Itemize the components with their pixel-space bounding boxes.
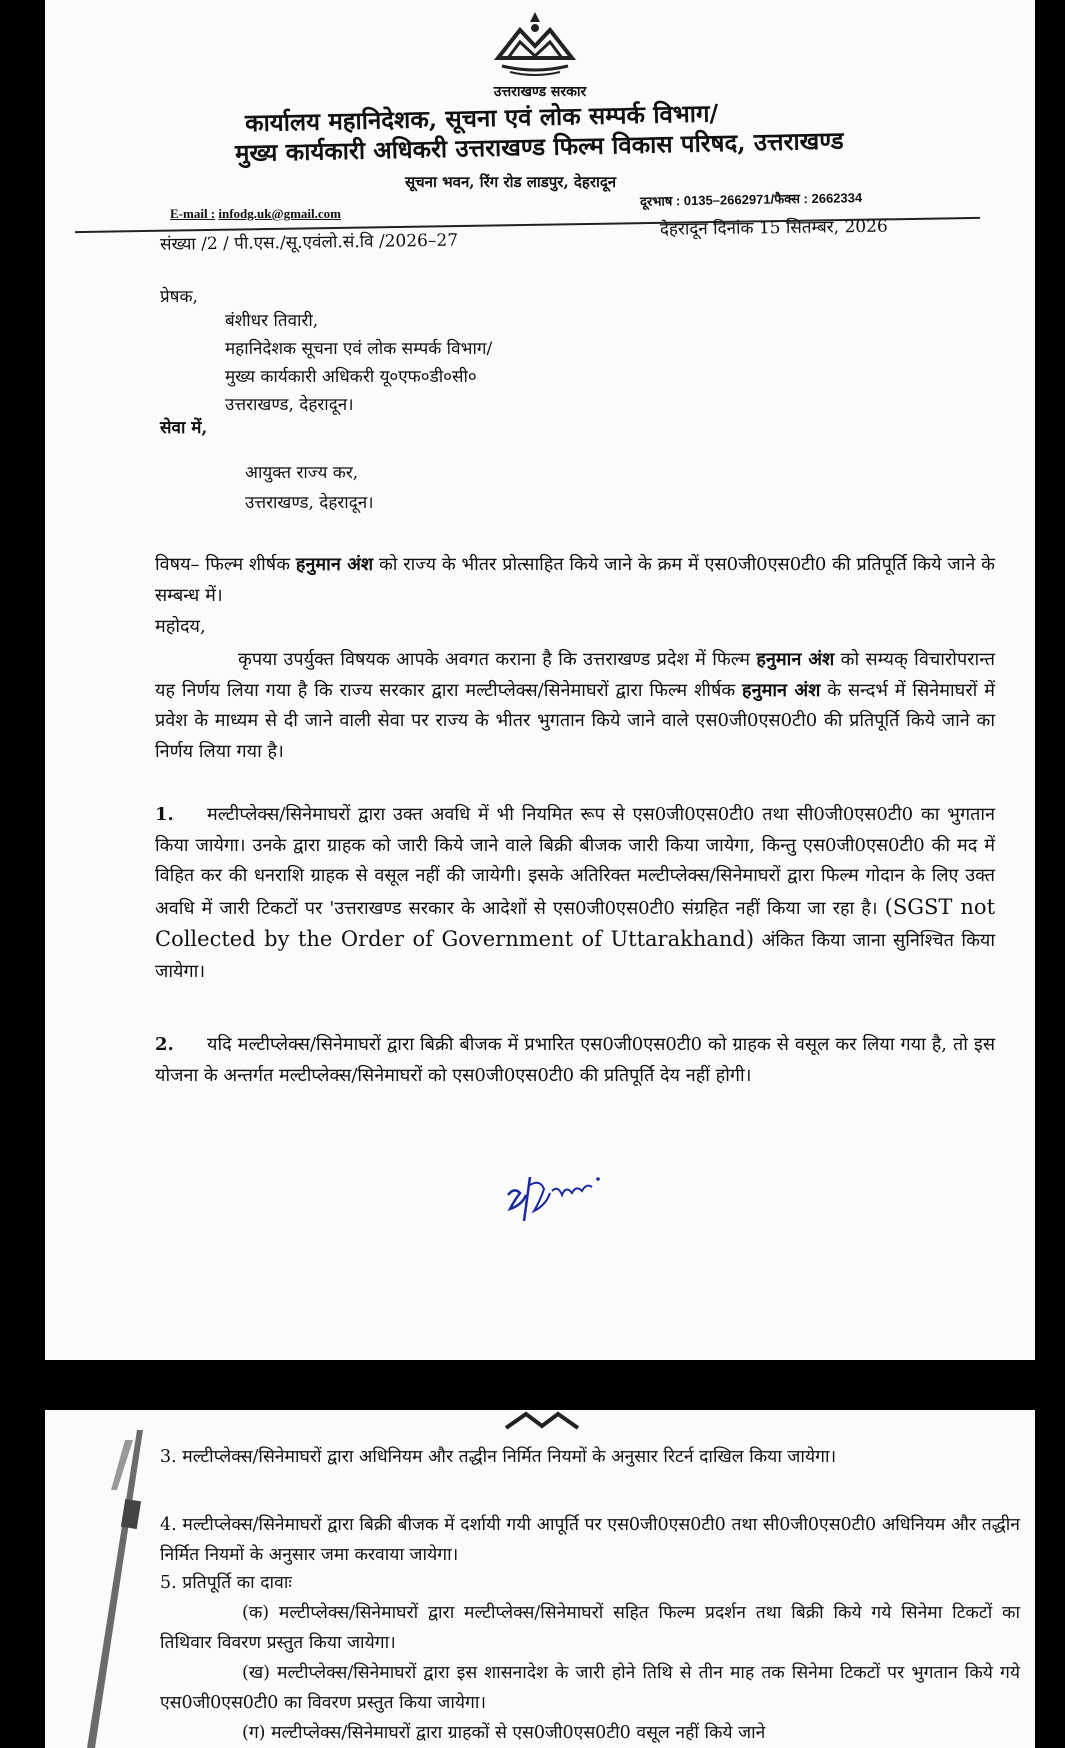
sender-designation-1: महानिदेशक सूचना एवं लोक सम्पर्क विभाग/ [225,339,493,359]
point-1-number: 1. [155,804,174,825]
point-5: 5. प्रतिपूर्ति का दावाः [160,1573,292,1593]
point-1 [155,800,995,987]
intro-paragraph [155,645,995,767]
recipient-block [245,458,374,518]
letter-date: देहरादून दिनांक 15 सितम्बर, 2026 [659,216,888,240]
reference-number: संख्या /2 / पी.एस./सू.एवंलो.सं.वि /2026–27 [159,230,459,255]
reference-line [159,216,990,255]
point-2-number: 2. [155,1034,174,1055]
office-title-line2: मुख्य कार्यकारी अधिकरी उत्तराखण्ड फिल्म विकास परिषद, उत्तराखण्ड [234,125,844,168]
email-line [170,206,341,222]
email-address: infodg.uk@gmail.com [218,206,341,221]
letter-page-1 [45,0,1035,1360]
point-1-text-end: अंकित किया जाना सुनिश्चित किया जायेगा। [155,930,995,982]
salutation: महोदय, [155,616,206,637]
subject-text-1: विषय– फिल्म शीर्षक [155,554,296,575]
sender-label: प्रेषक, [160,287,198,307]
phone-fax: दूरभाष : 0135–2662971/फैक्स : 2662334 [639,190,863,209]
uttarakhand-emblem-icon [490,8,580,78]
government-name: उत्तराखण्ड सरकार [493,84,587,100]
point-1-text: मल्टीप्लेक्स/सिनेमाघरों द्वारा उक्त अवधि में भी नियमित रूप से एस0जी0एस0टी0 तथा सी0जी0एस0टी0 का भुगतान किया जायेगा। उनके द्वारा ग्राहक को जारी किये जाने वाले बिक्री बीजक जारी किया जायेगा, किन्तु एस0जी0एस0टी0 की मद में विहित कर की धनराशि ग्राहक से वसूल नहीं की जायेगी। इसके अतिरिक्त मल्टीप्लेक्स/सिनेमाघरों द्वारा फिल्म गोदान के लिए उक्त अवधि में जारी टिकटों पर 'उत्तराखण्ड सरकार के आदेशों से एस0जी0एस0टी0 संग्रहित नहीं किया जा रहा है। [155,804,995,919]
point-5-ka: (क) मल्टीप्लेक्स/सिनेमाघरों द्वारा मल्टीप्लेक्स/सिनेमाघरों सहित फिल्म प्रदर्शन तथा बिक्री किये गये सिनेमा टिकटों का तिथिवार विवरण प्रस्तुत किया जायेगा। [160,1603,1020,1653]
point-2-text: यदि मल्टीप्लेक्स/सिनेमाघरों द्वारा बिक्री बीजक में प्रभारित एस0जी0एस0टी0 को ग्राहक से वसूल कर लिया गया है, तो इस योजना के अन्तर्गत मल्टीप्लेक्स/सिनेमाघरों को एस0जी0एस0टी0 की प्रतिपूर्ति देय नहीं होगी। [155,1034,995,1086]
point-1-english-note: (SGST not Collected by the Order of Government of Uttarakhand) [155,894,996,951]
point-5-ga: (ग) मल्टीप्लेक्स/सिनेमाघरों द्वारा ग्राहकों से एस0जी0एस0टी0 वसूल नहीं किये जाने [242,1723,766,1743]
intro-text-2: को सम्यक् विचारोपरान्त यह निर्णय लिया गया है कि राज्य सरकार द्वारा मल्टीप्लेक्स/सिनेमाघरों द्वारा फिल्म शीर्षक [155,649,995,701]
subject-film-title: हनुमान अंश [295,554,374,575]
office-title-line1: कार्यालय महानिदेशक, सूचना एवं लोक सम्पर्क विभाग/ [244,98,719,138]
sender-name: बंशीधर तिवारी, [225,311,319,331]
point-2 [155,1030,995,1091]
letter-page-2 [45,1410,1035,1748]
subject [155,550,995,611]
sender-designation-2: मुख्य कार्यकारी अधिकरी यू०एफ०डी०सी० [225,367,477,387]
recipient-designation: आयुक्त राज्य कर, [245,463,359,483]
handwritten-signature [500,1165,610,1225]
pen-shadow [65,1430,165,1748]
email-label: E-mail : [170,206,216,221]
sender-block [225,307,492,419]
uttarakhand-emblem-icon [500,1410,585,1430]
subject-text-2: को राज्य के भीतर प्रोत्साहित किये जाने के क्रम में एस0जी0एस0टी0 की प्रतिपूर्ति किये जाने के सम्बन्ध में। [155,554,995,606]
sender-location: उत्तराखण्ड, देहरादून। [225,395,354,415]
intro-film-title-1: हनुमान अंश [756,649,835,670]
recipient-location: उत्तराखण्ड, देहरादून। [245,493,374,513]
intro-text-3: के सन्दर्भ में सिनेमाघरों में प्रवेश के माध्यम से दी जाने वाली सेवा पर राज्य के भीतर भुगतान किये जाने वाले एस0जी0एस0टी0 की प्रतिपूर्ति किये जाने का निर्णय लिया गया है। [155,679,995,762]
point-4: 4. मल्टीप्लेक्स/सिनेमाघरों द्वारा बिक्री बीजक में दर्शायी गयी आपूर्ति पर एस0जी0एस0टी0 तथा सी0जी0एस0टी0 अधिनियम और तद्धीन निर्मित नियमों के अनुसार जमा करवाया जायेगा। [160,1515,1020,1565]
office-address: सूचना भवन, रिंग रोड लाडपुर, देहरादून [405,173,617,191]
intro-text-1: कृपया उपर्युक्त विषयक आपके अवगत कराना है कि उत्तराखण्ड प्रदेश में फिल्म [238,649,757,670]
recipient-label: सेवा में, [160,418,208,438]
intro-film-title-2: हनुमान अंश [742,679,821,701]
point-3: 3. मल्टीप्लेक्स/सिनेमाघरों द्वारा अधिनियम और तद्धीन निर्मित नियमों के अनुसार रिटर्न दाखिल किया जायेगा। [160,1447,837,1467]
point-5-kha: (ख) मल्टीप्लेक्स/सिनेमाघरों द्वारा इस शासनादेश के जारी होने तिथि से तीन माह तक सिनेमा टिकटों पर भुगतान किये गये एस0जी0एस0टी0 का विवरण प्रस्तुत किया जायेगा। [160,1663,1020,1713]
